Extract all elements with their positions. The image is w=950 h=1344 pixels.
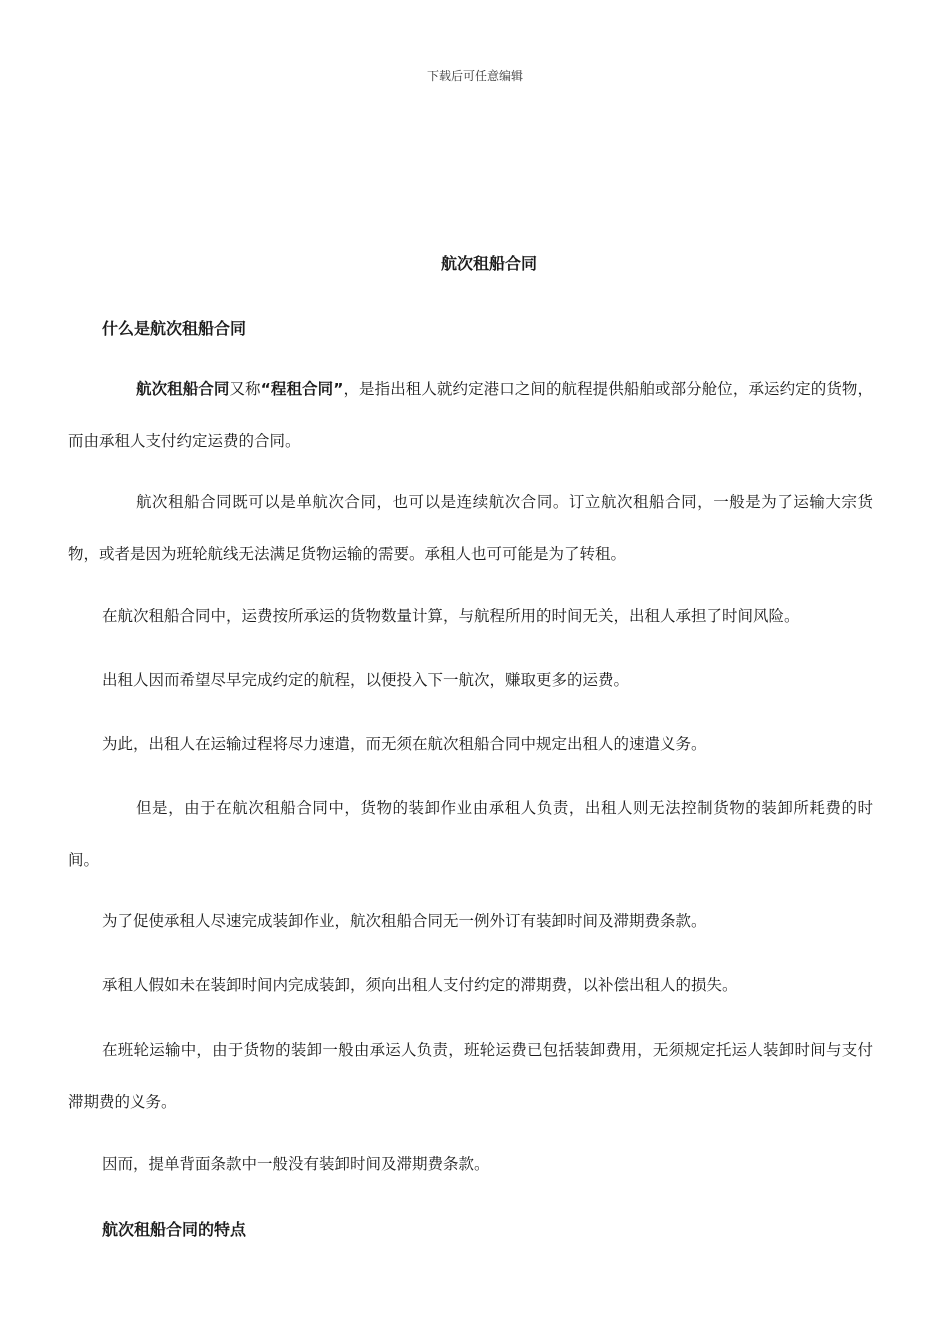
term-aka: “程租合同” xyxy=(260,380,344,398)
paragraph-bill-of-lading: 因而，提单背面条款中一般没有装卸时间及滞期费条款。 xyxy=(102,1155,490,1173)
paragraph-loading: 但是，由于在航次租船合同中，货物的装卸作业由承租人负责，出租人则无法控制货物的装卸所耗费的时间。 xyxy=(68,799,873,869)
paragraph-demurrage: 承租人假如未在装卸时间内完成装卸，须向出租人支付约定的滞期费，以补偿出租人的损失。 xyxy=(102,976,738,994)
document-title: 航次租船合同 xyxy=(441,254,538,273)
paragraph-owner-hope: 出租人因而希望尽早完成约定的航程，以便投入下一航次，赚取更多的运费。 xyxy=(102,671,630,689)
paragraph-freight: 在航次租船合同中，运费按所承运的货物数量计算，与航程所用的时间无关，出租人承担了时间风险。 xyxy=(102,607,800,625)
section-heading-features: 航次租船合同的特点 xyxy=(102,1220,247,1239)
paragraph-laytime-clause: 为了促使承租人尽速完成装卸作业，航次租船合同无一例外订有装卸时间及滞期费条款。 xyxy=(102,912,707,930)
definition-rest: ，是指出租人就约定港口之间的航程提供船舶或部分舱位，承运约定的货物，而由承租人支付约定运费的合同。 xyxy=(68,380,873,450)
section-heading-what-is: 什么是航次租船合同 xyxy=(102,319,247,338)
term-voyage-charter: 航次租船合同 xyxy=(136,380,230,398)
aka-prefix: 又称 xyxy=(229,380,261,398)
paragraph-types: 航次租船合同既可以是单航次合同，也可以是连续航次合同。订立航次租船合同，一般是为了运输大宗货物，或者是因为班轮航线无法满足货物运输的需要。承租人也可可能是为了转租。 xyxy=(68,493,873,563)
paragraph-liner: 在班轮运输中，由于货物的装卸一般由承运人负责，班轮运费已包括装卸费用，无须规定托运人装卸时间与支付滞期费的义务。 xyxy=(68,1041,873,1111)
header-note: 下载后可任意编辑 xyxy=(426,69,523,83)
paragraph-definition xyxy=(68,363,873,467)
paragraph-dispatch: 为此，出租人在运输过程将尽力速遣，而无须在航次租船合同中规定出租人的速遣义务。 xyxy=(102,735,707,753)
